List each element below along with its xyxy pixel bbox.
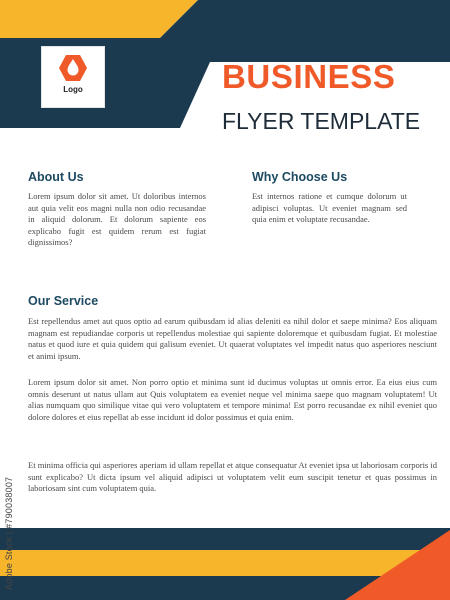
stock-watermark-text: Adobe Stock | #790038007 <box>4 476 14 590</box>
about-heading: About Us <box>28 170 84 184</box>
flyer-title: BUSINESS <box>222 58 396 95</box>
logo-box <box>42 47 104 107</box>
service-paragraph-3: Et minima officia qui asperiores aperiam id ullam repellat et atque consequatur At eveniet ipsa ut laboriosam corporis id sunt explicabo? Ut dicta ipsum vel aliquid adipisci ut voluptatem velit eum suscipit tenetur et quas possimus in laboriosam sint cum voluptatem quia. <box>28 460 437 493</box>
stock-watermark <box>2 462 16 592</box>
why-choose-heading: Why Choose Us <box>252 170 348 184</box>
bottom-navy-band-1 <box>0 528 450 550</box>
hexagon-drop-icon <box>59 54 87 82</box>
bottom-yellow-band <box>0 550 450 576</box>
service-heading: Our Service <box>28 294 99 308</box>
flyer-subtitle: FLYER TEMPLATE <box>222 108 421 134</box>
about-text: Lorem ipsum dolor sit amet. Ut doloribus internos aut quia velit eos magni nulla non odio recusandae in aliquid dolorum. Et dolorum sapiente eos explicabo fugit est quidem rerum est fugiat dignissimos? <box>28 191 206 247</box>
why-choose-text: Est internos ratione et cumque dolorum ut adipisci voluptas. Ut eveniet magnam sed quia enim et voluptate recusandae. <box>252 191 407 224</box>
logo-label: Logo <box>63 85 83 94</box>
service-paragraph-1: Est repellendus amet aut quos optio ad earum quibusdam id alias deleniti ea nihil dolor et saepe minima? Eos aliquam magnam est repudiandae corporis ut repellendus molestiae qui sapiente doloremque et quibusdam fugiat. Et molestiae natus et quod iure et quia quidem qui galisum eveniet. Ut quaerat voluptates vel impedit natus quo asperiores nesciunt et animi ipsum. <box>28 316 437 361</box>
service-paragraph-2: Lorem ipsum dolor sit amet. Non porro optio et minima sunt id ducimus voluptas ut omnis error. Ea eius eius cum omnis deserunt ut natus ullam aut Quis voluptatem ea eveniet neque vel minima saepe quo magnam voluptatem! Ut alias numquam quo similique vitae qui vero voluptatem et tempore minima! Est porro recusandae ex nihil eveniet quo dolore dolores et eius repellat ab esse incidunt id dolor possimus et quia enim. <box>28 377 437 422</box>
